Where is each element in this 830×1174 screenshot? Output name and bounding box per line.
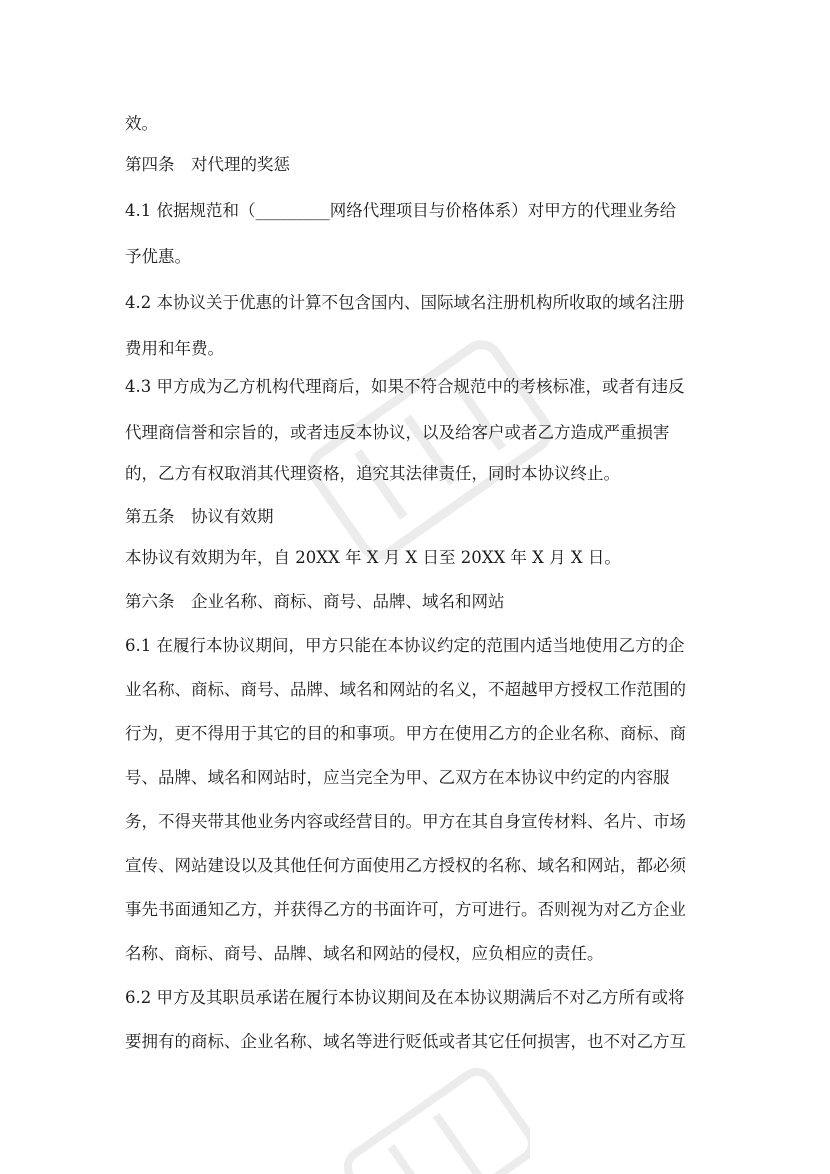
text-line: 的，乙方有权取消其代理资格，追究其法律责任，同时本协议终止。	[125, 464, 620, 483]
text-line: 行为，更不得用于其它的目的和事项。甲方在使用乙方的企业名称、商标、商	[125, 724, 686, 743]
text-line: 代理商信誉和宗旨的，或者违反本协议，以及给客户或者乙方造成严重损害	[125, 423, 670, 442]
text-line: 效。	[125, 114, 158, 133]
text-line: 4.3 甲方成为乙方机构代理商后，如果不符合规范中的考核标准，或者有违反	[125, 377, 685, 396]
text-line: 6.1 在履行本协议期间，甲方只能在本协议约定的范围内适当地使用乙方的企	[125, 636, 685, 655]
text-line: 予优惠。	[125, 247, 191, 266]
watermark-logo	[300, 330, 560, 570]
section-heading: 第四条 对代理的奖惩	[125, 155, 290, 174]
text-line: 6.2 甲方及其职员承诺在履行本协议期间及在本协议期满后不对乙方所有或将	[125, 988, 685, 1007]
text-line: 4.1 依据规范和（_________网络代理项目与价格体系）对甲方的代理业务给	[125, 201, 677, 220]
watermark-logo-bottom	[330, 1050, 530, 1174]
text-line: 宣传、网站建设以及其他任何方面使用乙方授权的名称、域名和网站，都必须	[125, 856, 686, 875]
text-line: 业名称、商标、商号、品牌、域名和网站的名义，不超越甲方授权工作范围的	[125, 680, 686, 699]
text-line: 要拥有的商标、企业名称、域名等进行贬低或者其它任何损害，也不对乙方互	[125, 1032, 686, 1051]
section-heading: 第五条 协议有效期	[125, 507, 274, 526]
section-heading: 第六条 企业名称、商标、商号、品牌、域名和网站	[125, 592, 505, 611]
text-line: 名称、商标、商号、品牌、域名和网站的侵权，应负相应的责任。	[125, 944, 604, 963]
text-line: 务，不得夹带其他业务内容或经营目的。甲方在其自身宣传材料、名片、市场	[125, 812, 686, 831]
text-line: 事先书面通知乙方，并获得乙方的书面许可，方可进行。否则视为对乙方企业	[125, 900, 686, 919]
text-line: 号、品牌、域名和网站时，应当完全为甲、乙双方在本协议中约定的内容服	[125, 768, 670, 787]
text-line: 4.2 本协议关于优惠的计算不包含国内、国际域名注册机构所收取的域名注册	[125, 293, 685, 312]
text-line: 费用和年费。	[125, 339, 224, 358]
text-line: 本协议有效期为年，自 20XX 年 X 月 X 日至 20XX 年 X 月 X 日。	[125, 548, 621, 567]
